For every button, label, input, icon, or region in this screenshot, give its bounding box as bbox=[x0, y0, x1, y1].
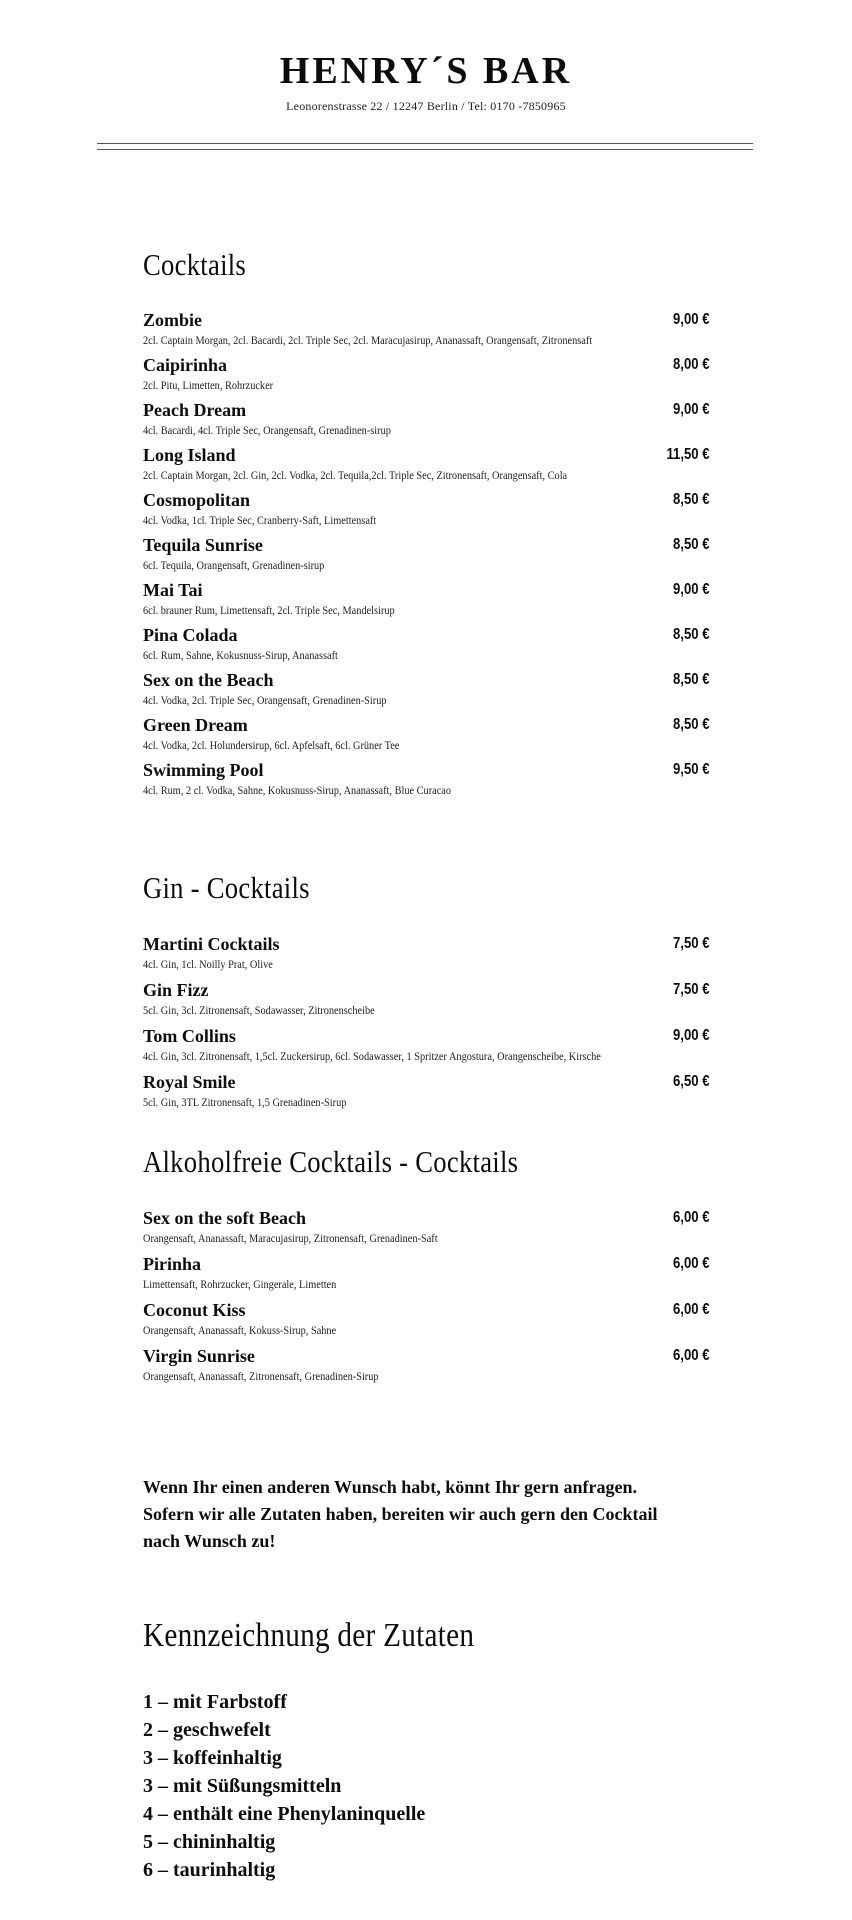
section-title-ingredient-labels: Kennzeichnung der Zutaten bbox=[143, 1617, 475, 1654]
item-name: Peach Dream bbox=[143, 400, 247, 420]
menu-item bbox=[143, 933, 709, 979]
item-price: 8,50 € bbox=[672, 671, 709, 688]
menu-item bbox=[143, 1025, 709, 1071]
legend-item: 4 – enthält eine Phenylaninquelle bbox=[143, 1803, 426, 1825]
item-price: 8,00 € bbox=[672, 356, 709, 373]
menu-item bbox=[143, 1345, 709, 1391]
item-price: 6,00 € bbox=[672, 1347, 709, 1364]
legend-item: 1 – mit Farbstoff bbox=[143, 1691, 287, 1713]
item-name: Virgin Sunrise bbox=[143, 1346, 255, 1366]
item-ingredients: 2cl. Pitu, Limetten, Rohrzucker bbox=[143, 378, 274, 392]
item-name: Coconut Kiss bbox=[143, 1300, 246, 1320]
item-name: Caipirinha bbox=[143, 355, 228, 375]
legend-item: 3 – mit Süßungsmitteln bbox=[143, 1775, 342, 1797]
menu-item bbox=[143, 624, 709, 669]
item-name: Sex on the soft Beach bbox=[143, 1208, 306, 1228]
item-ingredients: 6cl. brauner Rum, Limettensaft, 2cl. Triple Sec, Mandelsirup bbox=[143, 603, 395, 617]
menu-item bbox=[143, 489, 709, 534]
item-name: Mai Tai bbox=[143, 580, 203, 600]
item-name: Zombie bbox=[143, 310, 203, 330]
item-ingredients: Limettensaft, Rohrzucker, Gingerale, Limetten bbox=[143, 1277, 337, 1291]
legend-item: 3 – koffeinhaltig bbox=[143, 1747, 282, 1769]
item-price: 6,50 € bbox=[672, 1073, 709, 1090]
item-ingredients: Orangensaft, Ananassaft, Maracujasirup, Zitronensaft, Grenadinen-Saft bbox=[143, 1231, 438, 1245]
menu-item bbox=[143, 309, 709, 354]
item-ingredients: 2cl. Captain Morgan, 2cl. Gin, 2cl. Vodka, 2cl. Tequila,2cl. Triple Sec, Zitronensaft, Orangensaft, Cola bbox=[143, 468, 568, 482]
item-price: 8,50 € bbox=[672, 491, 709, 508]
item-name: Martini Cocktails bbox=[143, 934, 280, 954]
item-name: Cosmopolitan bbox=[143, 490, 251, 510]
item-name: Pina Colada bbox=[143, 625, 238, 645]
menu-item bbox=[143, 399, 709, 444]
item-ingredients: 4cl. Gin, 3cl. Zitronensaft, 1,5cl. Zuckersirup, 6cl. Sodawasser, 1 Spritzer Angostura, Orangenscheibe, Kirsche bbox=[143, 1049, 601, 1063]
header-divider-top bbox=[97, 143, 753, 144]
item-ingredients: 5cl. Gin, 3cl. Zitronensaft, Sodawasser, Zitronenscheibe bbox=[143, 1003, 375, 1017]
item-ingredients: 6cl. Tequila, Orangensaft, Grenadinen-sirup bbox=[143, 558, 325, 572]
custom-order-note bbox=[143, 1474, 663, 1555]
item-price: 9,00 € bbox=[672, 311, 709, 328]
item-price: 9,00 € bbox=[672, 1027, 709, 1044]
menu-header bbox=[0, 48, 852, 114]
item-ingredients: 4cl. Vodka, 2cl. Triple Sec, Orangensaft, Grenadinen-Sirup bbox=[143, 693, 387, 707]
item-name: Royal Smile bbox=[143, 1072, 236, 1092]
menu-item bbox=[143, 759, 709, 804]
item-price: 6,00 € bbox=[672, 1255, 709, 1272]
menu-item bbox=[143, 1071, 709, 1117]
legend-item: 6 – taurinhaltig bbox=[143, 1859, 276, 1881]
item-ingredients: 5cl. Gin, 3TL Zitronensaft, 1,5 Grenadinen-Sirup bbox=[143, 1095, 347, 1109]
item-ingredients: 4cl. Vodka, 1cl. Triple Sec, Cranberry-Saft, Limettensaft bbox=[143, 513, 377, 527]
menu-item bbox=[143, 444, 709, 489]
ingredient-legend bbox=[143, 1688, 425, 1884]
section-title-cocktails: Cocktails bbox=[143, 247, 247, 282]
item-name: Tequila Sunrise bbox=[143, 535, 263, 555]
menu-item bbox=[143, 1299, 709, 1345]
item-price: 7,50 € bbox=[672, 935, 709, 952]
item-name: Pirinha bbox=[143, 1254, 202, 1274]
item-ingredients: 4cl. Vodka, 2cl. Holundersirup, 6cl. Apfelsaft, 6cl. Grüner Tee bbox=[143, 738, 400, 752]
item-name: Green Dream bbox=[143, 715, 248, 735]
item-name: Sex on the Beach bbox=[143, 670, 274, 690]
item-ingredients: 2cl. Captain Morgan, 2cl. Bacardi, 2cl. Triple Sec, 2cl. Maracujasirup, Ananassaft, Orangensaft, Zitronensaft bbox=[143, 333, 593, 347]
bar-address: Leonorenstrasse 22 / 12247 Berlin / Tel: 0170 -7850965 bbox=[286, 99, 566, 113]
item-price: 7,50 € bbox=[672, 981, 709, 998]
item-price: 8,50 € bbox=[672, 716, 709, 733]
alcohol-free-cocktail-list bbox=[143, 1207, 709, 1391]
item-price: 6,00 € bbox=[672, 1209, 709, 1226]
item-name: Long Island bbox=[143, 445, 236, 465]
menu-item bbox=[143, 669, 709, 714]
item-ingredients: 4cl. Gin, 1cl. Noilly Prat, Olive bbox=[143, 957, 273, 971]
item-name: Gin Fizz bbox=[143, 980, 209, 1000]
legend-item: 2 – geschwefelt bbox=[143, 1719, 271, 1741]
item-price: 11,50 € bbox=[665, 446, 709, 463]
item-price: 9,50 € bbox=[672, 761, 709, 778]
item-price: 9,00 € bbox=[672, 401, 709, 418]
item-ingredients: Orangensaft, Ananassaft, Kokuss-Sirup, Sahne bbox=[143, 1323, 337, 1337]
item-price: 6,00 € bbox=[672, 1301, 709, 1318]
menu-item bbox=[143, 1207, 709, 1253]
menu-item bbox=[143, 579, 709, 624]
bar-name: HENRY´S BAR bbox=[279, 50, 573, 92]
note-line: nach Wunsch zu! bbox=[143, 1531, 276, 1551]
item-name: Tom Collins bbox=[143, 1026, 236, 1046]
menu-item bbox=[143, 534, 709, 579]
item-price: 8,50 € bbox=[672, 536, 709, 553]
note-line: Wenn Ihr einen anderen Wunsch habt, könnt Ihr gern anfragen. bbox=[143, 1477, 637, 1497]
section-title-gin-cocktails: Gin - Cocktails bbox=[143, 870, 310, 905]
cocktail-list bbox=[143, 309, 709, 804]
item-ingredients: 6cl. Rum, Sahne, Kokusnuss-Sirup, Ananassaft bbox=[143, 648, 338, 662]
menu-item bbox=[143, 354, 709, 399]
menu-item bbox=[143, 714, 709, 759]
gin-cocktail-list bbox=[143, 933, 709, 1117]
section-title-alcohol-free-cocktails: Alkoholfreie Cocktails - Cocktails bbox=[143, 1144, 519, 1179]
legend-item: 5 – chininhaltig bbox=[143, 1831, 276, 1853]
item-ingredients: 4cl. Bacardi, 4cl. Triple Sec, Orangensaft, Grenadinen-sirup bbox=[143, 423, 391, 437]
header-divider-bottom bbox=[97, 149, 753, 150]
item-ingredients: 4cl. Rum, 2 cl. Vodka, Sahne, Kokusnuss-Sirup, Ananassaft, Blue Curacao bbox=[143, 783, 452, 797]
item-name: Swimming Pool bbox=[143, 760, 264, 780]
menu-item bbox=[143, 979, 709, 1025]
item-ingredients: Orangensaft, Ananassaft, Zitronensaft, Grenadinen-Sirup bbox=[143, 1369, 379, 1383]
item-price: 9,00 € bbox=[672, 581, 709, 598]
item-price: 8,50 € bbox=[672, 626, 709, 643]
note-line: Sofern wir alle Zutaten haben, bereiten wir auch gern den Cocktail bbox=[143, 1504, 658, 1524]
menu-item bbox=[143, 1253, 709, 1299]
